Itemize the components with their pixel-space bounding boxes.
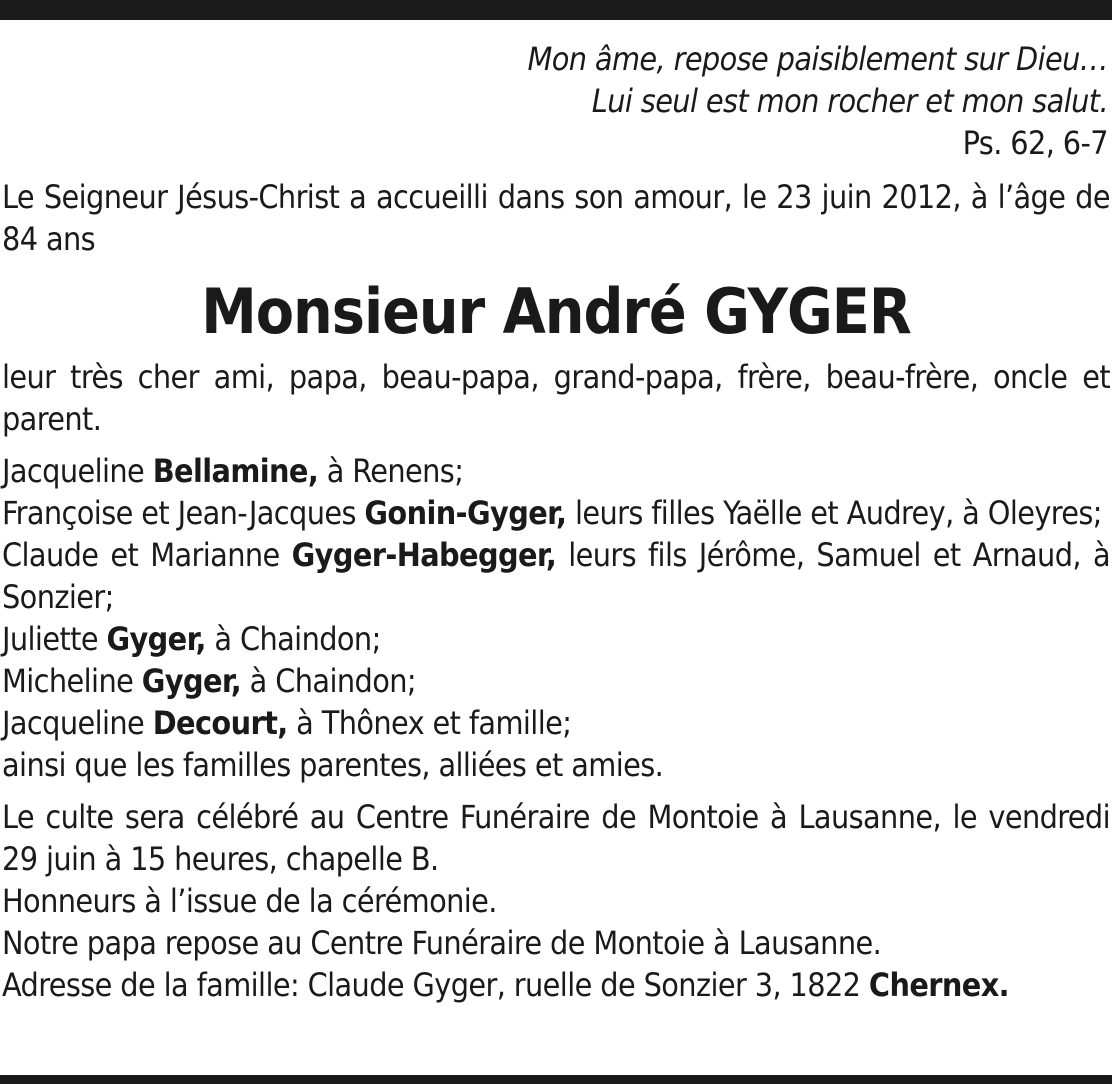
epigraph-line-2: Lui seul est mon rocher et mon salut. [591, 82, 1108, 120]
family-entry: Micheline Gyger, à Chaindon; [2, 662, 416, 700]
family-surname: Decourt, [152, 704, 288, 742]
ceremony-text: Le culte sera célébré au Centre Funéraire de Montoie à Lausanne, le vendredi 29 juin à 15 heures, chapelle B. [2, 798, 1110, 878]
announcement-text: Le Seigneur Jésus-Christ a accueilli dans son amour, le 23 juin 2012, à l’âge de 84 ans [2, 178, 1110, 258]
family-entry: Françoise et Jean-Jacques Gonin-Gyger, leurs filles Yaëlle et Audrey, à Oleyres; [2, 494, 1102, 532]
obituary-notice [2, 38, 1110, 1006]
epigraph-reference: Ps. 62, 6-7 [962, 124, 1108, 162]
family-closing: ainsi que les familles parentes, alliées et amies. [2, 746, 664, 784]
family-surname: Gyger-Habegger, [291, 536, 557, 574]
family-surname: Bellamine, [152, 452, 319, 490]
family-entry: Jacqueline Decourt, à Thônex et famille; [2, 704, 572, 742]
bottom-border-rule [0, 1075, 1112, 1084]
epigraph [2, 38, 1110, 164]
family-entry: Jacqueline Bellamine, à Renens; [2, 452, 464, 490]
family-list [2, 450, 1110, 786]
family-surname: Gyger, [141, 662, 242, 700]
family-surname: Gonin-Gyger, [364, 494, 567, 532]
deceased-name: Monsieur André GYGER [201, 275, 911, 348]
family-entry: Juliette Gyger, à Chaindon; [2, 620, 381, 658]
service-details [2, 796, 1110, 1006]
relation-text: leur très cher ami, papa, beau-papa, grand-papa, frère, beau-frère, oncle et parent. [2, 358, 1110, 438]
top-border-rule [0, 0, 1112, 20]
epigraph-line-1: Mon âme, repose paisiblement sur Dieu… [527, 40, 1108, 78]
honours-text: Honneurs à l’issue de la cérémonie. [2, 882, 497, 920]
rest-location-text: Notre papa repose au Centre Funéraire de Montoie à Lausanne. [2, 924, 882, 962]
family-entry: Claude et Marianne Gyger-Habegger, leurs fils Jérôme, Samuel et Arnaud, à Sonzier; [2, 536, 1110, 616]
family-address: Adresse de la famille: Claude Gyger, ruelle de Sonzier 3, 1822 Chernex. [2, 966, 1010, 1004]
family-surname: Gyger, [106, 620, 206, 658]
address-city: Chernex. [868, 966, 1010, 1004]
